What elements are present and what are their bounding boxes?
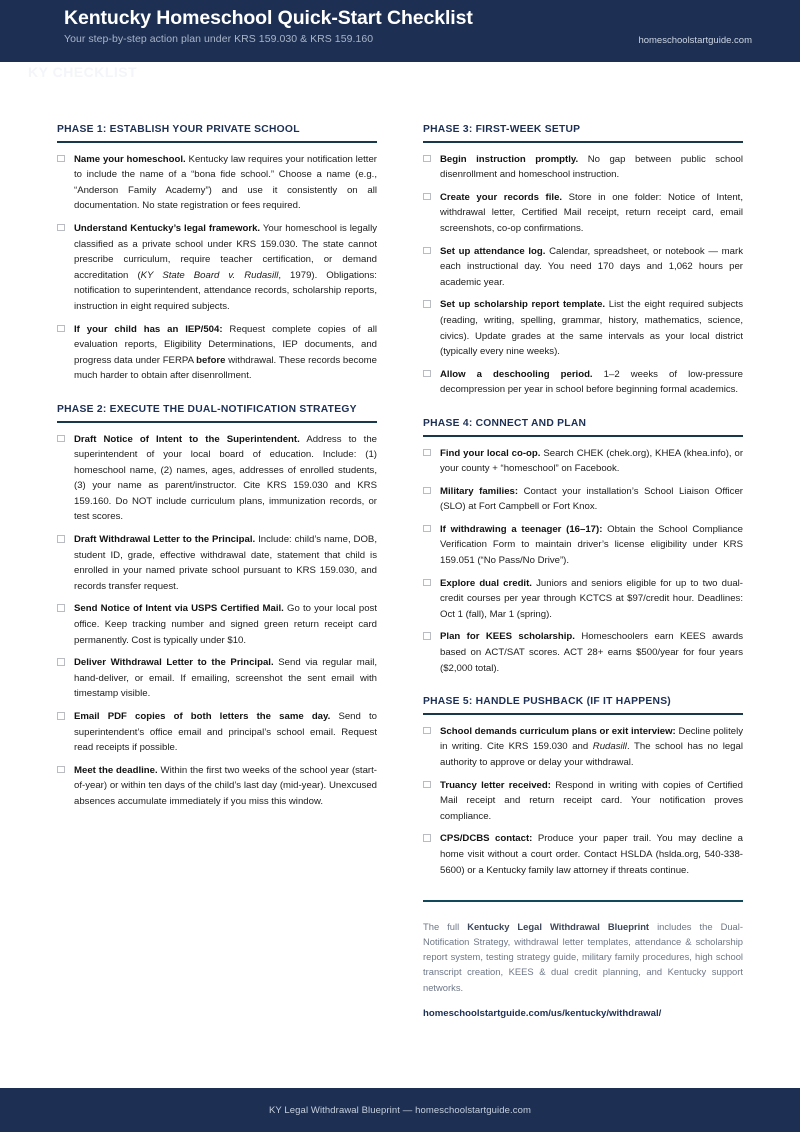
promo-text-after: includes the Dual-Notification Strategy, withdrawal letter templates, attendance & scholarship report system, testing strategy guide, military family procedures, high school transcript creation, KEES & dual credit planning, and Kentucky support networks. bbox=[423, 920, 743, 993]
checklist-item[interactable] bbox=[423, 484, 743, 515]
checklist bbox=[57, 152, 377, 384]
checkbox-icon[interactable] bbox=[57, 155, 65, 163]
checklist-item-lead: Set up attendance log. bbox=[440, 245, 546, 257]
checkbox-icon[interactable] bbox=[423, 781, 431, 789]
checklist-item-lead: Deliver Withdrawal Letter to the Principal. bbox=[74, 657, 274, 669]
checkbox-icon[interactable] bbox=[57, 658, 65, 666]
checklist-item-lead: If your child has an IEP/504: bbox=[74, 323, 223, 335]
left-column bbox=[57, 124, 377, 1019]
checkbox-icon[interactable] bbox=[57, 435, 65, 443]
promo-block bbox=[423, 900, 743, 1019]
checklist-item-lead: Allow a deschooling period. bbox=[440, 368, 593, 380]
checkbox-icon[interactable] bbox=[423, 300, 431, 308]
phase-title: PHASE 3: FIRST-WEEK SETUP bbox=[423, 124, 581, 135]
checklist-item-lead: School demands curriculum plans or exit interview: bbox=[440, 725, 676, 737]
phase-header bbox=[57, 124, 377, 143]
checklist-item-lead: Explore dual credit. bbox=[440, 577, 532, 589]
checklist-item-body: Go to your local post office. Keep tracking number and signed green return receipt card permanently. Cost is typically under $10. bbox=[74, 603, 377, 646]
phase-title: PHASE 5: HANDLE PUSHBACK (IF IT HAPPENS) bbox=[423, 696, 671, 708]
checklist-item[interactable] bbox=[57, 152, 377, 214]
checklist bbox=[423, 152, 743, 398]
checklist-item-lead: Military families: bbox=[440, 485, 519, 497]
checklist-item-lead: Email PDF copies of both letters the same day. bbox=[74, 711, 331, 722]
checklist-item-body: Within the first two weeks of the school year (start-of-year) or within ten days of the child’s last day (mid-year). Unexcused absences accumulate immediately if you miss this window. bbox=[74, 764, 377, 807]
checkbox-icon[interactable] bbox=[423, 193, 431, 201]
checklist-item-body: Store in one folder: Notice of Intent, withdrawal letter, Certified Mail receipt, return receipt card, email screenshots, co-op confirmations. bbox=[440, 191, 744, 234]
checklist-item-body: Decline politely in writing. Cite KRS 159.030 and bbox=[440, 725, 743, 753]
checklist-item-lead: Set up scholarship report template. bbox=[440, 299, 606, 311]
case-citation: Rudasill bbox=[592, 741, 627, 753]
checklist-item-body-continued: . The school has no legal authority to approve or delay your withdrawal. bbox=[440, 741, 743, 768]
checklist-item[interactable] bbox=[57, 221, 377, 315]
two-column-layout bbox=[57, 124, 743, 1019]
checklist-item[interactable] bbox=[57, 655, 377, 702]
phase-section bbox=[423, 124, 743, 398]
promo-text-before: The full bbox=[423, 920, 468, 932]
checklist-item[interactable] bbox=[57, 763, 377, 810]
checklist-item-lead: Begin instruction promptly. bbox=[440, 153, 579, 165]
document-body bbox=[0, 62, 800, 1070]
page-footer-bar bbox=[0, 1088, 800, 1132]
checklist-item[interactable] bbox=[57, 322, 377, 384]
checklist-item-body: Send to superintendent’s office email and principal’s school email. Request read receipts if possible. bbox=[74, 711, 377, 754]
checklist-item-lead: CPS/DCBS contact: bbox=[440, 833, 533, 845]
phase-section bbox=[57, 124, 377, 384]
phase-title: PHASE 4: CONNECT AND PLAN bbox=[423, 417, 587, 429]
phase-divider bbox=[423, 713, 743, 715]
checklist-item-lead: Plan for KEES scholarship. bbox=[440, 631, 575, 643]
promo-url-link[interactable]: homeschoolstartguide.com/us/kentucky/withdrawal/ bbox=[423, 1007, 662, 1019]
phase-header bbox=[423, 696, 743, 715]
page-header bbox=[0, 0, 800, 62]
checklist-item-body: Request complete copies of all evaluation reports, Eligibility Determinations, IEP documents, and progress data under FERPA bbox=[74, 323, 377, 366]
checklist-item-body-continued: , 1979). Obligations: notification to superintendent, attendance records, scholarship reports, instruction in eight required subjects. bbox=[74, 269, 377, 312]
checklist-item-lead: Send Notice of Intent via USPS Certified Mail. bbox=[74, 603, 284, 615]
checklist-item-body: Obtain the School Compliance Verification Form to maintain driver’s license eligibility under KRS 159.051 (“No Pass/No Drive”). bbox=[440, 523, 743, 567]
phase-header bbox=[423, 418, 743, 437]
checklist-item-body: No gap between public school disenrollment and homeschool instruction. bbox=[440, 153, 744, 181]
checkbox-icon[interactable] bbox=[423, 579, 431, 587]
checkbox-icon[interactable] bbox=[423, 155, 431, 163]
promo-divider bbox=[423, 900, 743, 902]
checklist-item-lead: Draft Withdrawal Letter to the Principal. bbox=[74, 534, 256, 546]
checklist bbox=[423, 446, 743, 677]
footer-text: KY Legal Withdrawal Blueprint — homeschoolstartguide.com bbox=[268, 1104, 532, 1116]
checklist-item-body: Search CHEK (chek.org), KHEA (khea.info), or your county + “homeschool” on Facebook. bbox=[440, 447, 744, 475]
checklist-item[interactable] bbox=[423, 778, 743, 825]
checklist bbox=[57, 432, 377, 810]
checklist-item-body: Send via regular mail, hand-deliver, or email. If emailing, screenshot the sent email with timestamp visible. bbox=[74, 657, 378, 700]
checklist-item-body: Address to the superintendent of your local board of education. Include: (1) homeschool name, (2) names, ages, addresses of enrolled students, (3) your name as parent/instructor. Cite KRS 159.030 and KRS 159.160. Do NOT include curriculum plans, immunization records, or test scores. bbox=[74, 433, 377, 523]
checklist-item[interactable] bbox=[423, 152, 743, 183]
checkbox-icon[interactable] bbox=[423, 525, 431, 533]
checklist-item[interactable] bbox=[423, 190, 743, 237]
checkbox-icon[interactable] bbox=[57, 604, 65, 612]
checkbox-icon[interactable] bbox=[423, 834, 431, 842]
checklist-item[interactable] bbox=[57, 532, 377, 594]
checklist-item-body: Juniors and seniors eligible for up to two dual-credit courses per year through KCTCS at $97/credit hour. Deadlines: Oct 1 (fall), Mar 1 (spring). bbox=[440, 577, 743, 620]
phase-title: PHASE 1: ESTABLISH YOUR PRIVATE SCHOOL bbox=[57, 124, 300, 135]
checklist-item-body: Contact your installation’s School Liaison Officer (SLO) at Fort Campbell or Fort Knox. bbox=[440, 485, 743, 513]
checkbox-icon[interactable] bbox=[57, 766, 65, 774]
checklist-item[interactable] bbox=[423, 522, 743, 569]
checklist-item-body: 1–2 weeks of low-pressure decompression per year in school before beginning formal academics. bbox=[440, 368, 743, 396]
checklist-item-body: Kentucky law requires your notification letter to include the name of a “bona fide school.” Choose a name (e.g., “Anderson Family Academy”) and use it consistently on all documentation. No state registration or fees required. bbox=[74, 153, 378, 212]
checkbox-icon[interactable] bbox=[57, 712, 65, 720]
checkbox-icon[interactable] bbox=[57, 224, 65, 232]
checklist-item[interactable] bbox=[423, 367, 743, 398]
checklist-item-lead: Draft Notice of Intent to the Superintendent. bbox=[74, 433, 300, 445]
checklist-item-lead: Understand Kentucky’s legal framework. bbox=[74, 222, 261, 234]
checkbox-icon[interactable] bbox=[423, 727, 431, 735]
header-site-url: homeschoolstartguide.com bbox=[638, 35, 752, 46]
checklist-item[interactable] bbox=[423, 831, 743, 878]
checklist-item-body: Produce your paper trail. You may decline a home visit without a court order. Contact HSLDA (hslda.org, 540-338-5600) or a Kentucky family law attorney if threats continue. bbox=[440, 833, 743, 876]
checklist-item[interactable] bbox=[423, 629, 743, 676]
checklist-item-lead: Meet the deadline. bbox=[74, 764, 158, 776]
checkbox-icon[interactable] bbox=[57, 325, 65, 333]
emphasis-text: before bbox=[196, 354, 226, 366]
checkbox-icon[interactable] bbox=[423, 247, 431, 255]
phase-section bbox=[57, 404, 377, 810]
phase-section bbox=[423, 696, 743, 878]
checklist-item-body: Homeschoolers earn KEES awards based on ACT/SAT scores. ACT 28+ earns $500/year for four years ($2,000 total). bbox=[440, 631, 743, 674]
page-title: Kentucky Homeschool Quick-Start Checklist bbox=[64, 7, 473, 29]
checklist-item[interactable] bbox=[57, 432, 377, 526]
phase-divider bbox=[423, 141, 743, 143]
checkbox-icon[interactable] bbox=[423, 632, 431, 640]
checklist-item[interactable] bbox=[423, 297, 743, 359]
checklist-item[interactable] bbox=[57, 601, 377, 648]
case-citation: KY State Board v. Rudasill bbox=[140, 269, 279, 281]
checklist-item-lead: Truancy letter received: bbox=[440, 779, 551, 791]
phase-divider bbox=[57, 421, 377, 423]
phase-divider bbox=[57, 141, 377, 143]
phase-title: PHASE 2: EXECUTE THE DUAL-NOTIFICATION STRATEGY bbox=[57, 403, 357, 415]
checklist-item-lead: Find your local co-op. bbox=[440, 447, 541, 459]
phase-divider bbox=[423, 435, 743, 437]
phase-section bbox=[423, 418, 743, 676]
checklist-item-body: List the eight required subjects (reading, writing, spelling, grammar, history, mathematics, science, civics). Update grades at the same intervals as your local district (typically every nine weeks). bbox=[440, 299, 743, 358]
checklist-item-lead: Create your records file. bbox=[440, 191, 563, 203]
checklist-item-body: Include: child’s name, DOB, student ID, grade, effective withdrawal date, statement that child is enrolled in your named private school pursuant to KRS 159.030, and records transfer request. bbox=[74, 534, 377, 592]
phase-header bbox=[57, 404, 377, 423]
page-subtitle: Your step-by-step action plan under KRS 159.030 & KRS 159.160 bbox=[64, 33, 374, 45]
promo-product-name: Kentucky Legal Withdrawal Blueprint bbox=[467, 920, 650, 932]
header-inner bbox=[24, 0, 776, 62]
phase-header bbox=[423, 124, 743, 143]
checklist-item[interactable] bbox=[57, 709, 377, 756]
checkbox-icon[interactable] bbox=[423, 449, 431, 457]
checklist-item-body-continued: withdrawal. These records become much harder to obtain after disenrollment. bbox=[74, 354, 377, 382]
promo-description bbox=[423, 919, 743, 995]
checklist-item-body: Calendar, spreadsheet, or notebook — mark each instructional day. You need 170 days and 1,062 hours per academic year. bbox=[440, 245, 743, 288]
checklist-item[interactable] bbox=[423, 244, 743, 291]
checklist-item-body: Your homeschool is legally classified as a private school under KRS 159.030. The state cannot prescribe curriculum, require teacher certification, or demand accreditation ( bbox=[74, 222, 377, 281]
checkbox-icon[interactable] bbox=[57, 535, 65, 543]
checklist-item[interactable] bbox=[423, 724, 743, 771]
checkbox-icon[interactable] bbox=[423, 487, 431, 495]
checklist-item[interactable] bbox=[423, 446, 743, 477]
checklist-item-lead: Name your homeschool. bbox=[74, 153, 186, 165]
checklist-item-lead: If withdrawing a teenager (16–17): bbox=[440, 523, 603, 535]
checkbox-icon[interactable] bbox=[423, 370, 431, 378]
watermark-text: KY CHECKLIST bbox=[28, 64, 138, 80]
checklist-item[interactable] bbox=[423, 576, 743, 623]
checklist-item-body: Respond in writing with copies of Certified Mail receipt and return receipt card. Your notification proves compliance. bbox=[440, 779, 743, 822]
right-column bbox=[423, 124, 743, 1019]
checklist bbox=[423, 724, 743, 878]
